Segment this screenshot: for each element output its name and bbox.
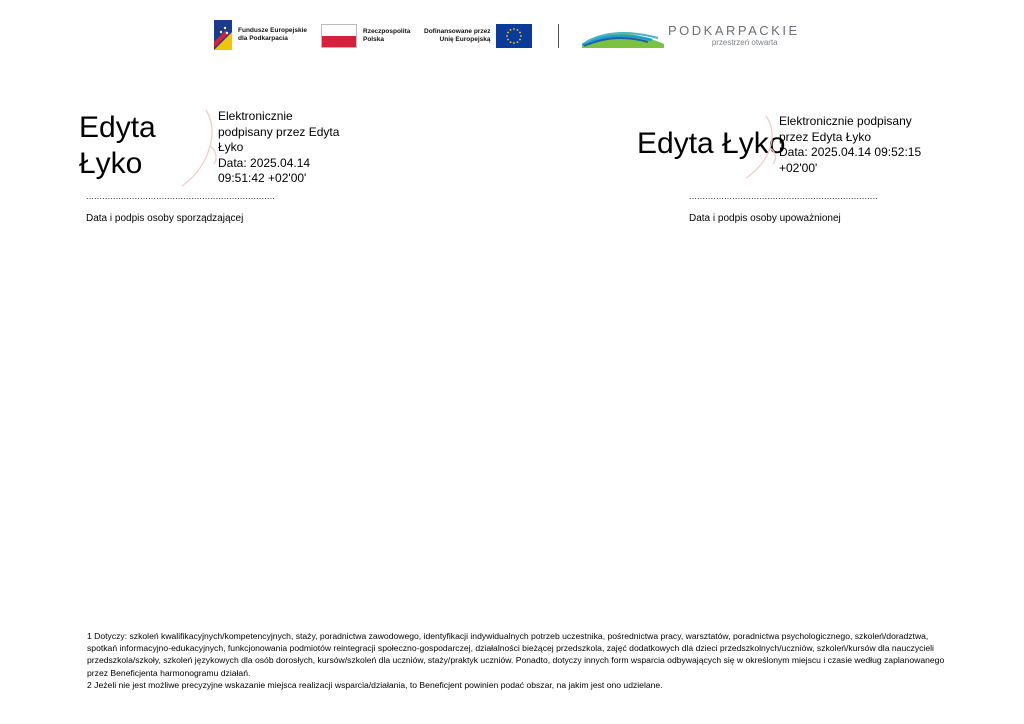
- pl-logo-text: Rzeczpospolita Polska: [363, 28, 411, 43]
- fe-emblem-icon: [214, 20, 232, 50]
- footnotes: [87, 630, 947, 691]
- footnote-1: 1 Dotyczy: szkoleń kwalifikacyjnych/kompetencyjnych, staży, poradnictwa zawodowego, identyfikacji indywidualnych potrzeb uczestnika, pośrednictwa pracy, warsztatów, poradnictwa psychologicznego, szkoleń/doradztwa, spotkań informacyjno-edukacyjnych, funkcjonowania podmiotów reintegracji społeczno-gospodarczej, działalności bieżącej przedszkola, zajęć dodatkowych dla dzieci przedszkolnych/uczniów, szkoleń/kursów dla nauczycieli przedszkola/szkoły, szkoleń językowych dla osób dorosłych, kursów/szkoleń dla uczniów, staży/praktyk uczniów. Ponadto, dotyczy innych form wsparcia odbywających się w określonym miejscu i czasie według zaplanowanego przez Beneficjenta harmonogramu działań.: [87, 631, 945, 678]
- podkarpackie-tagline: przestrzeń otwarta: [711, 38, 778, 47]
- podkarpackie-name: PODKARPACKIE: [668, 23, 800, 38]
- polish-flag-icon: [321, 24, 357, 48]
- right-signature-name: Edyta Łyko: [637, 127, 786, 160]
- eu-logo-text: Dofinansowane przez Unię Europejską: [424, 28, 491, 43]
- left-signature-details: Elektronicznie podpisany przez Edyta Łyko Data: 2025.04.14 09:51:42 +02'00': [218, 109, 340, 185]
- podkarpackie-hills-icon: [582, 24, 664, 48]
- right-signature-caption: Data i podpis osoby upoważnionej: [689, 213, 841, 224]
- left-signature-watermark-icon: [176, 106, 222, 190]
- left-signature-line: ......................................................................: [86, 191, 276, 201]
- logo-rzeczpospolita-polska: [321, 24, 410, 48]
- right-signature-watermark-icon: [740, 112, 780, 182]
- logo-unia-europejska: [424, 24, 532, 48]
- fe-logo-text: Fundusze Europejskie dla Podkarpacia: [238, 27, 307, 42]
- logo-divider: [558, 24, 559, 48]
- right-signature-line: ......................................................................: [689, 191, 879, 201]
- logo-fundusze-europejskie: [214, 20, 307, 50]
- left-signature-caption: Data i podpis osoby sporządzającej: [86, 213, 244, 224]
- right-signature-details: Elektronicznie podpisany przez Edyta Łyko Data: 2025.04.14 09:52:15 +02'00': [779, 114, 922, 175]
- logo-podkarpackie: [582, 24, 800, 48]
- footnote-2: 2 Jeżeli nie jest możliwe precyzyjne wskazanie miejsca realizacji wsparcia/działania, to Beneficjent powinien podać obszar, na jakim jest ono udzielane.: [87, 679, 663, 690]
- eu-flag-icon: [496, 24, 532, 48]
- left-signature-name: Edyta Łyko: [79, 111, 156, 180]
